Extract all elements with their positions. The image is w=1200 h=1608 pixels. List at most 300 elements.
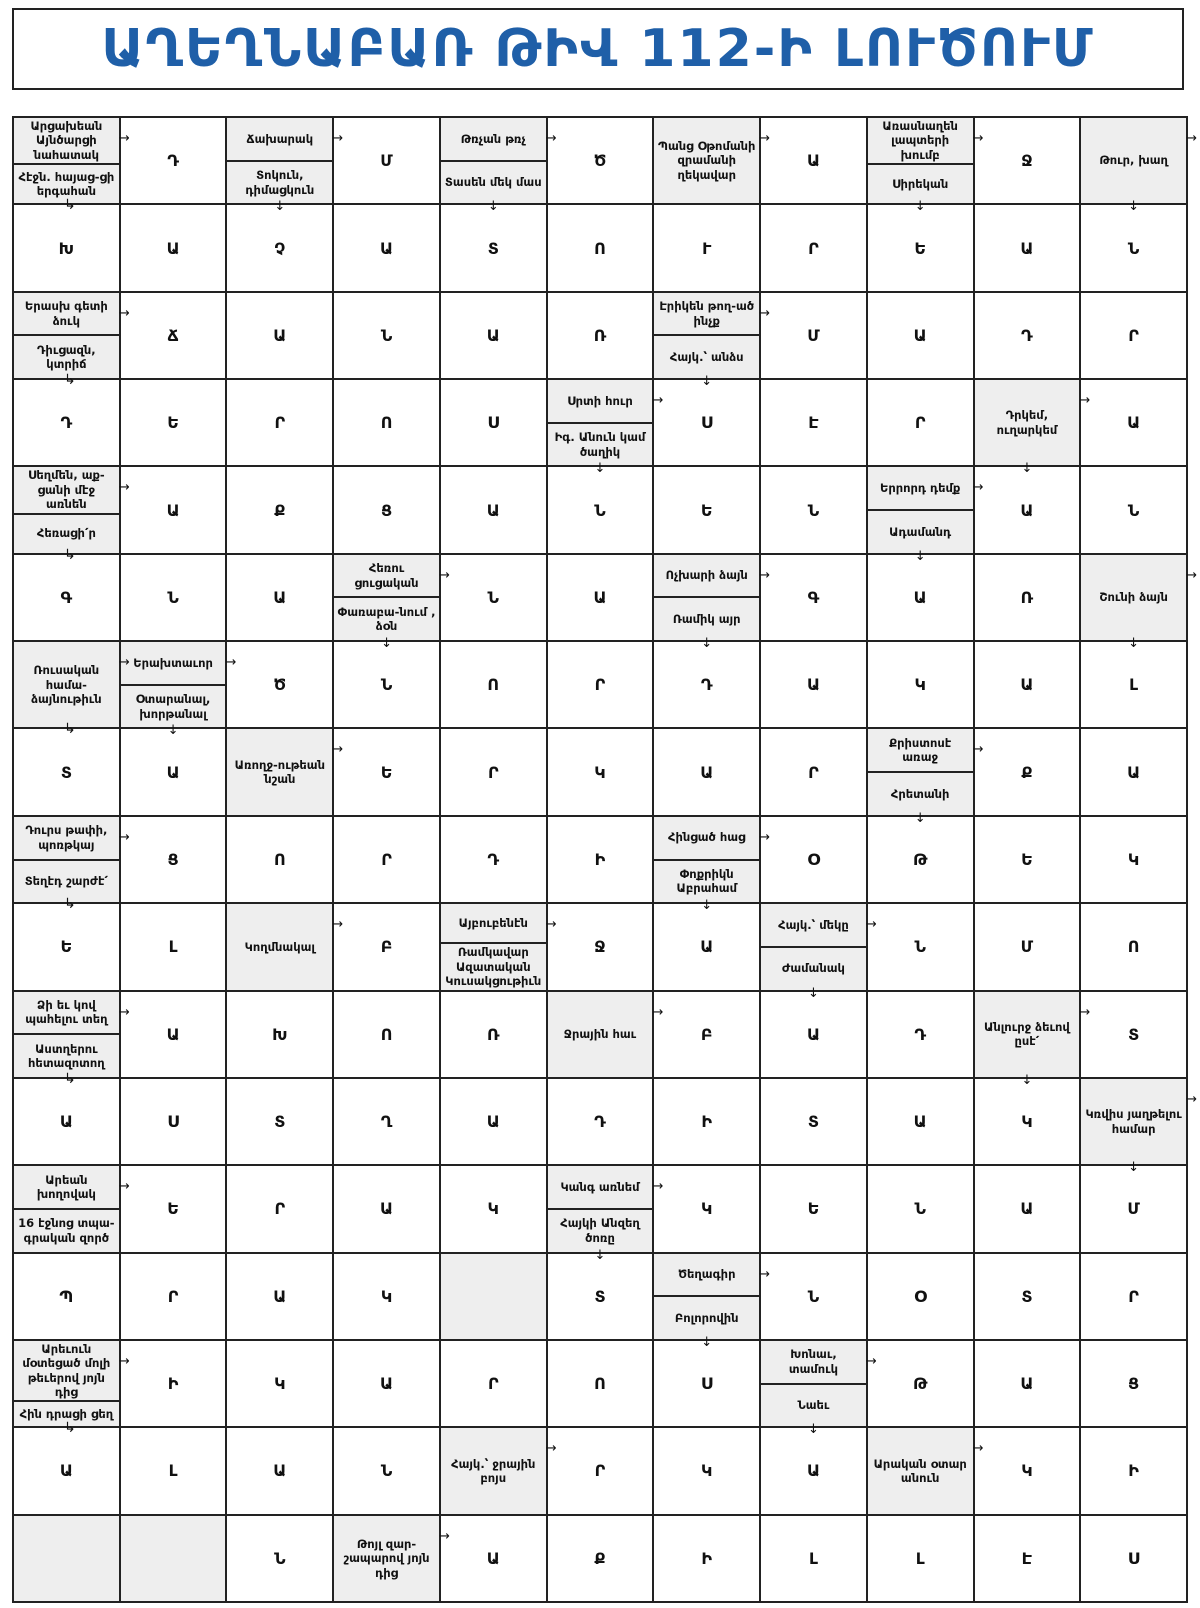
arrow-right-icon: → xyxy=(652,1179,664,1195)
answer-cell: Դ xyxy=(548,1079,655,1166)
clue-text: Շունի ձայն xyxy=(1099,590,1168,605)
answer-cell: Լ xyxy=(121,904,228,991)
answer-cell: Ե xyxy=(121,1166,228,1253)
clue-cell xyxy=(654,817,771,914)
arrow-right-icon: → xyxy=(759,131,771,146)
clue-cell xyxy=(868,729,984,826)
clue-cell xyxy=(548,992,664,1079)
answer-cell: Ա xyxy=(1081,729,1188,816)
clue-cell xyxy=(868,1428,984,1515)
arrow-down-icon: ↓ xyxy=(381,636,392,652)
clue-cell xyxy=(975,380,1091,477)
answer-cell: Ա xyxy=(227,1254,334,1341)
arrow-down-right-icon: ↳ xyxy=(64,546,76,563)
answer-cell: Ն xyxy=(334,1428,441,1515)
answer-cell: Դ xyxy=(868,992,975,1079)
clue-text: Արեւուն մօտեցած մոլի թեւերով յոյն դից xyxy=(22,1341,111,1400)
arrow-right-icon: → xyxy=(972,742,984,758)
clue-text: Իգ. Անուն կամ ծաղիկ xyxy=(548,422,653,466)
answer-cell: Կ xyxy=(654,1166,761,1253)
answer-cell: Ն xyxy=(761,467,868,554)
clue-cell xyxy=(14,118,130,214)
answer-cell: Կ xyxy=(975,1079,1082,1166)
answer-cell: Տ xyxy=(1081,992,1188,1079)
clue-text: Հին դրացի ցեղ xyxy=(14,1400,119,1426)
answer-cell: Ե xyxy=(975,817,1082,904)
answer-cell: Ի xyxy=(1081,1428,1188,1515)
answer-cell: Ճ xyxy=(121,293,228,380)
clue-cell xyxy=(441,118,557,215)
answer-cell: Թ xyxy=(868,817,975,904)
answer-cell: Ծ xyxy=(548,118,655,205)
answer-cell: Ն xyxy=(868,1166,975,1253)
arrow-down-icon: ↓ xyxy=(701,1334,713,1350)
clue-text: Քրիստոսէ առաջ xyxy=(889,735,952,765)
answer-cell: Ո xyxy=(548,1341,655,1428)
answer-cell: Կ xyxy=(227,1341,334,1428)
clue-cell xyxy=(14,817,130,913)
answer-cell: Ա xyxy=(121,467,228,554)
answer-cell: Ն xyxy=(441,555,548,642)
arrow-right-icon: → xyxy=(439,567,450,583)
arrow-right-icon: → xyxy=(759,1266,771,1282)
answer-cell: Դ xyxy=(441,817,548,904)
answer-cell: Ա xyxy=(975,1341,1082,1428)
answer-cell: Ւ xyxy=(654,205,761,292)
clue-cell xyxy=(654,293,771,390)
answer-cell: Ք xyxy=(227,467,334,554)
answer-cell: Ի xyxy=(121,1341,228,1428)
answer-cell: Ո xyxy=(1081,904,1188,991)
answer-cell: Ա xyxy=(334,1166,441,1253)
answer-cell: Ի xyxy=(548,817,655,904)
arrow-right-icon: → xyxy=(759,305,771,321)
arrow-right-icon: → xyxy=(759,829,771,845)
clue-cell xyxy=(1081,118,1197,215)
answer-cell: Ր xyxy=(334,817,441,904)
clue-text: Հինցած հաց xyxy=(668,830,746,845)
answer-cell: Ց xyxy=(334,467,441,554)
answer-cell: Թ xyxy=(868,1341,975,1428)
clue-text: Հրետանի xyxy=(868,771,973,815)
clue-text: Երասխ գետի ձուկ xyxy=(24,299,108,328)
answer-cell: Լ xyxy=(761,1516,868,1603)
arrow-right-icon: → xyxy=(759,567,771,583)
arrow-down-right-icon: ↳ xyxy=(64,1070,76,1087)
clue-text: 16 էջնոց տպա-գրական զործ xyxy=(14,1208,119,1252)
arrow-down-icon: ↓ xyxy=(914,548,926,564)
arrow-down-icon: ↓ xyxy=(807,985,819,1001)
answer-cell: Ե xyxy=(121,380,228,467)
answer-cell: Լ xyxy=(1081,642,1188,729)
clue-cell xyxy=(868,118,984,215)
answer-cell: Բ xyxy=(654,992,761,1079)
clue-text: Ժամանակ xyxy=(761,946,866,990)
clue-cell xyxy=(227,729,344,816)
clue-cell xyxy=(654,118,771,205)
arrow-down-icon: ↓ xyxy=(594,461,606,477)
answer-cell: Ց xyxy=(1081,1341,1188,1428)
answer-cell: Ծ xyxy=(227,642,334,729)
clue-text: Ռամիկ այր xyxy=(654,596,759,640)
answer-cell: Գ xyxy=(14,555,121,642)
answer-cell: Ի xyxy=(654,1079,761,1166)
arrow-down-icon: ↓ xyxy=(167,723,179,739)
answer-cell: Ա xyxy=(868,1079,975,1166)
answer-cell: Մ xyxy=(1081,1166,1188,1253)
arrow-right-icon: → xyxy=(652,393,664,409)
answer-cell: Ե xyxy=(761,1166,868,1253)
page-title: ԱՂԵՂՆԱԲԱՌ ԹԻՎ 112-Ի ԼՈՒԾՈՒՄ xyxy=(101,19,1095,79)
clue-text: Կողմնակալ xyxy=(244,939,315,954)
answer-cell: Ք xyxy=(975,729,1082,816)
answer-cell: Ե xyxy=(868,205,975,292)
answer-cell: Ա xyxy=(441,1516,548,1603)
clue-text: Առասնաղեն լապտերի խումբ xyxy=(882,119,958,162)
clue-text: Թոյլ զար-շապարով յոյն դից xyxy=(343,1536,430,1580)
arrow-down-right-icon: ↳ xyxy=(64,896,76,913)
clue-cell xyxy=(975,992,1091,1088)
clue-text: Սրտի հուր xyxy=(567,393,633,408)
clue-text: Երրորդ դեմք xyxy=(879,481,961,496)
arrow-right-icon: → xyxy=(1079,393,1091,409)
answer-cell: Ա xyxy=(227,555,334,642)
answer-cell: Ա xyxy=(975,467,1082,554)
answer-cell: Տ xyxy=(227,1079,334,1166)
clue-text: Դիւցազն, կտրիճ xyxy=(14,334,119,378)
blank-cell xyxy=(14,1516,121,1603)
answer-cell: Ռ xyxy=(441,992,548,1079)
clue-text: Թուր, խաղ xyxy=(1099,153,1168,168)
answer-cell: Ր xyxy=(1081,293,1188,380)
clue-cell xyxy=(334,555,450,652)
answer-cell: Օ xyxy=(761,817,868,904)
blank-cell xyxy=(441,1254,548,1341)
clue-cell xyxy=(1081,1079,1197,1176)
clue-text: Հեռու ցուցական xyxy=(354,561,419,590)
answer-cell: Ո xyxy=(441,642,548,729)
arrow-down-right-icon: ↳ xyxy=(64,1420,76,1437)
clue-text: Նաեւ xyxy=(761,1383,866,1427)
arrow-right-icon: → xyxy=(545,131,557,146)
clue-text: Կռվիս յաղթելու համար xyxy=(1085,1107,1182,1136)
answer-cell: Դ xyxy=(975,293,1082,380)
answer-cell: Ա xyxy=(761,992,868,1079)
answer-cell: Ր xyxy=(868,380,975,467)
clue-text: Հեռացի՛ր xyxy=(14,513,119,553)
clue-text: Ճախարակ xyxy=(246,131,314,146)
clue-text: Տոկուն, դիմացկուն xyxy=(227,160,332,204)
clue-cell xyxy=(1081,555,1197,652)
arrow-right-icon: → xyxy=(972,480,984,496)
answer-cell: Ն xyxy=(334,642,441,729)
clue-text: Հէջն. հայաց-ցի երգահան xyxy=(14,163,119,203)
clue-text: Աստղերու հետազոտող xyxy=(14,1033,119,1077)
clue-cell xyxy=(868,467,984,564)
clue-text: Սիրեկան xyxy=(868,163,973,203)
answer-cell: Ջ xyxy=(548,904,655,991)
arrow-down-right-icon: ↳ xyxy=(64,721,76,738)
clue-cell xyxy=(227,904,344,991)
answer-cell: Ռ xyxy=(975,555,1082,642)
answer-cell: Ն xyxy=(121,555,228,642)
clue-cell xyxy=(14,642,130,738)
arrow-right-icon: → xyxy=(118,305,130,321)
answer-cell: Պ xyxy=(14,1254,121,1341)
answer-cell: Ր xyxy=(761,205,868,292)
clue-cell xyxy=(548,1166,664,1263)
arrow-right-icon: → xyxy=(972,1441,984,1457)
arrow-down-icon: ↓ xyxy=(701,374,713,390)
arrow-down-icon: ↓ xyxy=(1128,636,1140,652)
clue-text: Ռամկավար Ազատական Կուսակցութիւն xyxy=(441,942,546,989)
clue-text: Հայկ.՝ անձս xyxy=(654,334,759,378)
clue-cell xyxy=(14,467,130,563)
answer-cell: Լ xyxy=(121,1428,228,1515)
answer-cell: Ջ xyxy=(975,118,1082,205)
clue-text: Հայկի Անզեղ ծոռը xyxy=(548,1208,653,1252)
answer-cell: Ա xyxy=(121,992,228,1079)
arrow-down-icon: ↓ xyxy=(1128,1160,1140,1176)
clue-text: Հայկ.՝ մեկը xyxy=(778,917,849,932)
answer-cell: Ա xyxy=(441,467,548,554)
arrow-down-icon: ↓ xyxy=(274,199,286,215)
clue-text: Բոլորովին xyxy=(654,1295,759,1339)
clue-text: Երախտաւոր xyxy=(133,655,213,670)
answer-cell: Ց xyxy=(121,817,228,904)
answer-cell: Ե xyxy=(334,729,441,816)
arrow-down-icon: ↓ xyxy=(914,810,926,826)
answer-cell: Ա xyxy=(334,1341,441,1428)
answer-cell: Ե xyxy=(654,467,761,554)
answer-cell: Ա xyxy=(121,205,228,292)
clue-text: Դրկեմ, ուղարկեմ xyxy=(996,408,1058,437)
answer-cell: Ն xyxy=(761,1254,868,1341)
answer-cell: Ր xyxy=(761,729,868,816)
answer-cell: Բ xyxy=(334,904,441,991)
answer-cell: Ն xyxy=(548,467,655,554)
answer-cell: Լ xyxy=(868,1516,975,1603)
answer-cell: Ա xyxy=(121,729,228,816)
arrow-right-icon: → xyxy=(118,131,130,146)
answer-cell: Ա xyxy=(975,1166,1082,1253)
answer-cell: Ա xyxy=(654,904,761,991)
answer-cell: Ա xyxy=(227,1428,334,1515)
answer-cell: Ն xyxy=(1081,467,1188,554)
clue-text: Ջրային հաւ xyxy=(563,1027,637,1041)
clue-text: Օտարանալ, խորթանալ xyxy=(121,684,226,728)
clue-cell xyxy=(654,555,771,652)
arrow-right-icon: → xyxy=(118,480,130,496)
answer-cell: Դ xyxy=(121,118,228,205)
clue-text: Արական օտար անուն xyxy=(873,1456,967,1485)
answer-cell: Ա xyxy=(227,293,334,380)
clue-text: Առողջ-ութեան նշան xyxy=(234,757,325,787)
arrow-right-icon: → xyxy=(332,917,344,933)
title-box xyxy=(12,8,1184,90)
clue-text: Թռչան թռչ xyxy=(460,131,526,146)
answer-cell: Ա xyxy=(975,642,1082,729)
answer-cell: Դ xyxy=(14,380,121,467)
answer-cell: Տ xyxy=(975,1254,1082,1341)
arrow-right-icon: → xyxy=(332,742,344,758)
answer-cell: Գ xyxy=(761,555,868,642)
clue-text: Ծեղագիր xyxy=(677,1267,736,1282)
clue-cell xyxy=(548,380,664,477)
answer-cell: Ա xyxy=(14,1079,121,1166)
arrow-right-icon: → xyxy=(118,655,130,671)
answer-cell: Է xyxy=(761,380,868,467)
answer-cell: Մ xyxy=(334,118,441,205)
answer-cell: Ր xyxy=(227,1166,334,1253)
answer-cell: Մ xyxy=(761,293,868,380)
arrow-down-icon: ↓ xyxy=(701,898,713,914)
answer-cell: Ս xyxy=(654,380,761,467)
clue-cell xyxy=(14,293,130,389)
arrow-down-icon: ↓ xyxy=(1021,1072,1033,1088)
clue-text: Արեան խողովակ xyxy=(36,1172,96,1202)
clue-cell xyxy=(761,1341,877,1438)
clue-text: Արցախեան Այնծարցի նահատակ xyxy=(30,119,103,162)
answer-cell: Կ xyxy=(441,1166,548,1253)
arrow-down-right-icon: ↳ xyxy=(64,372,76,389)
answer-cell: Ա xyxy=(14,1428,121,1515)
clue-cell xyxy=(441,1428,557,1515)
arrow-down-icon: ↓ xyxy=(701,636,713,652)
arrow-down-right-icon: ↳ xyxy=(64,197,76,214)
answer-cell: Է xyxy=(975,1516,1082,1603)
clue-text: Հայկ.՝ ջրային բոյս xyxy=(451,1456,536,1485)
answer-cell: Ե xyxy=(14,904,121,991)
answer-cell: Ա xyxy=(548,555,655,642)
answer-cell: Ր xyxy=(441,1341,548,1428)
answer-cell: Ք xyxy=(548,1516,655,1603)
answer-cell: Ր xyxy=(227,380,334,467)
answer-cell: Ս xyxy=(441,380,548,467)
clue-cell xyxy=(441,904,557,991)
answer-cell: Ռ xyxy=(548,293,655,380)
clue-cell xyxy=(14,1341,130,1437)
answer-cell: Կ xyxy=(334,1254,441,1341)
answer-cell: Ր xyxy=(441,729,548,816)
answer-cell: Ա xyxy=(975,205,1082,292)
clue-text: Պանց Օթոմանի զրամանի ղեկավար xyxy=(658,139,756,182)
answer-cell: Ն xyxy=(227,1516,334,1603)
clue-text: Փոքրիկն Աբրահամ xyxy=(654,859,759,903)
answer-cell: Ի xyxy=(654,1516,761,1603)
answer-cell: Ա xyxy=(334,205,441,292)
answer-cell: Մ xyxy=(975,904,1082,991)
arrow-down-icon: ↓ xyxy=(1128,199,1140,215)
answer-cell: Ն xyxy=(868,904,975,991)
answer-cell: Օ xyxy=(868,1254,975,1341)
arrow-right-icon: → xyxy=(118,1179,130,1195)
clue-text: Տեղէդ շարժէ՛ xyxy=(14,859,119,903)
arrow-right-icon: → xyxy=(652,1004,664,1020)
arrow-right-icon: → xyxy=(439,1528,450,1544)
answer-cell: Կ xyxy=(654,1428,761,1515)
clue-text: Տասեն մեկ մաս xyxy=(441,160,546,204)
arrow-right-icon: → xyxy=(225,655,237,671)
answer-cell: Ր xyxy=(548,1428,655,1515)
clue-text: Խոնաւ, տամուկ xyxy=(788,1347,839,1376)
answer-cell: Ա xyxy=(1081,380,1188,467)
answer-cell: Ո xyxy=(334,992,441,1079)
arrow-down-icon: ↓ xyxy=(594,1247,606,1263)
answer-cell: Դ xyxy=(654,642,761,729)
arrow-right-icon: → xyxy=(972,131,984,146)
clue-cell xyxy=(14,992,130,1087)
answer-cell: Ն xyxy=(1081,205,1188,292)
answer-cell: Ա xyxy=(761,642,868,729)
answer-cell: Ա xyxy=(761,118,868,205)
answer-cell: Տ xyxy=(441,205,548,292)
answer-cell: Կ xyxy=(868,642,975,729)
answer-cell: Ն xyxy=(334,293,441,380)
answer-cell: Ա xyxy=(441,293,548,380)
arrow-right-icon: → xyxy=(1186,131,1197,146)
arrow-down-icon: ↓ xyxy=(807,1422,819,1438)
answer-cell: Ր xyxy=(548,642,655,729)
answer-cell: Տ xyxy=(761,1079,868,1166)
answer-cell: Կ xyxy=(975,1428,1082,1515)
clue-cell xyxy=(118,642,237,739)
clue-text: Էրիկեն թող-ած ինչք xyxy=(659,299,755,328)
arrow-right-icon: → xyxy=(1186,567,1197,583)
clue-cell xyxy=(14,1166,130,1253)
clue-cell xyxy=(654,1254,771,1350)
clue-cell xyxy=(227,118,344,215)
arrow-right-icon: → xyxy=(865,917,877,933)
answer-cell: Ո xyxy=(548,205,655,292)
clue-text: Ոչխարի ձայն xyxy=(665,568,748,583)
clue-text: Դուրս թափի, պոռթկայ xyxy=(25,823,108,852)
answer-cell: Ս xyxy=(654,1341,761,1428)
clue-text: Սեղմեն, աք-ցանի մէջ առնեն xyxy=(27,468,105,512)
answer-cell: Տ xyxy=(14,729,121,816)
answer-cell: Կ xyxy=(548,729,655,816)
answer-cell: Խ xyxy=(14,205,121,292)
clue-cell xyxy=(761,904,877,1001)
answer-cell: Ղ xyxy=(334,1079,441,1166)
arrow-right-icon: → xyxy=(118,829,130,845)
clue-text: Կանգ առնեմ xyxy=(560,1179,640,1194)
arrow-right-icon: → xyxy=(545,917,557,933)
arrow-right-icon: → xyxy=(1079,1004,1091,1020)
arrow-right-icon: → xyxy=(865,1353,877,1369)
answer-cell: Ա xyxy=(868,293,975,380)
clue-text: Ադամանդ xyxy=(868,509,973,553)
answer-cell: Տ xyxy=(548,1254,655,1341)
answer-cell: Ր xyxy=(1081,1254,1188,1341)
answer-cell: Չ xyxy=(227,205,334,292)
answer-cell: Ո xyxy=(227,817,334,904)
clue-cell xyxy=(334,1516,450,1603)
answer-cell: Ո xyxy=(334,380,441,467)
arrow-right-icon: → xyxy=(118,1353,130,1369)
clue-text: Ռուսական համա-ձայնութիւն xyxy=(31,663,102,706)
answer-cell: Ա xyxy=(441,1079,548,1166)
arrow-right-icon: → xyxy=(545,1441,557,1457)
answer-cell: Խ xyxy=(227,992,334,1079)
arrow-right-icon: → xyxy=(332,131,344,146)
crossword-grid xyxy=(12,116,1197,1603)
clue-text: Ձի եւ կով պահելու տեղ xyxy=(25,997,108,1027)
answer-cell: Ա xyxy=(868,555,975,642)
blank-cell xyxy=(121,1516,228,1603)
answer-cell: Ս xyxy=(1081,1516,1188,1603)
answer-cell: Ս xyxy=(121,1079,228,1166)
